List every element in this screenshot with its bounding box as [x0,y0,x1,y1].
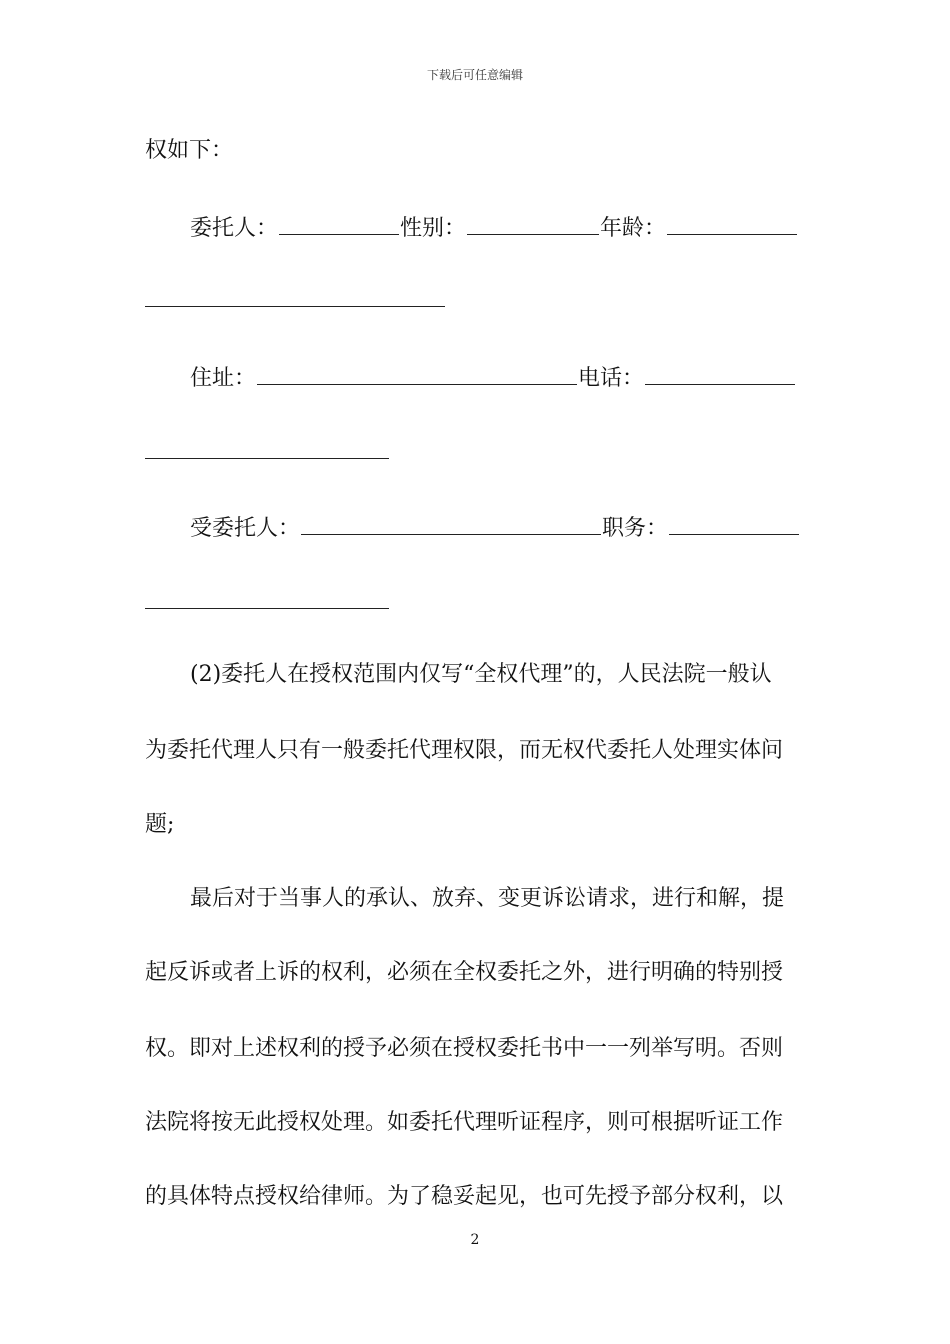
principal-label: 委托人： [190,216,279,241]
paragraph2-line: 最后对于当事人的承认、放弃、变更诉讼请求，进行和解，提 [190,886,785,911]
age-label: 年龄： [600,216,667,241]
address-blank [257,362,577,385]
page-number: 2 [470,1232,480,1248]
position-label: 职务： [602,516,669,541]
agent-continuation-rule [145,608,389,609]
paragraph2-line: 法院将按无此授权处理。如委托代理听证程序，则可根据听证工作 [145,1110,784,1135]
page-header: 下载后可任意编辑 [426,68,523,82]
gender-blank [467,212,599,235]
position-blank [669,512,799,535]
agent-label: 受委托人： [190,516,301,541]
address-row [190,362,796,394]
agent-blank [301,512,601,535]
paragraph2-line: 起反诉或者上诉的权利，必须在全权委托之外，进行明确的特别授 [145,960,784,985]
principal-continuation-rule [145,306,445,307]
paragraph1-line: (2)委托人在授权范围内仅写“全权代理”的，人民法院一般认 [190,662,772,687]
phone-label: 电话： [578,366,645,391]
phone-blank [645,362,795,385]
intro-line: 权如下： [145,138,234,163]
paragraph1-line: 题; [145,812,175,837]
address-label: 住址： [190,366,257,391]
principal-row [190,212,798,244]
paragraph2-line: 的具体特点授权给律师。为了稳妥起见，也可先授予部分权利，以 [145,1184,784,1209]
gender-label: 性别： [400,216,467,241]
agent-row [190,512,800,544]
principal-blank [279,212,399,235]
paragraph2-line: 权。即对上述权利的授予必须在授权委托书中一一列举写明。否则 [145,1036,784,1061]
paragraph1-line: 为委托代理人只有一般委托代理权限，而无权代委托人处理实体问 [145,738,784,763]
address-continuation-rule [145,458,389,459]
age-blank [667,212,797,235]
